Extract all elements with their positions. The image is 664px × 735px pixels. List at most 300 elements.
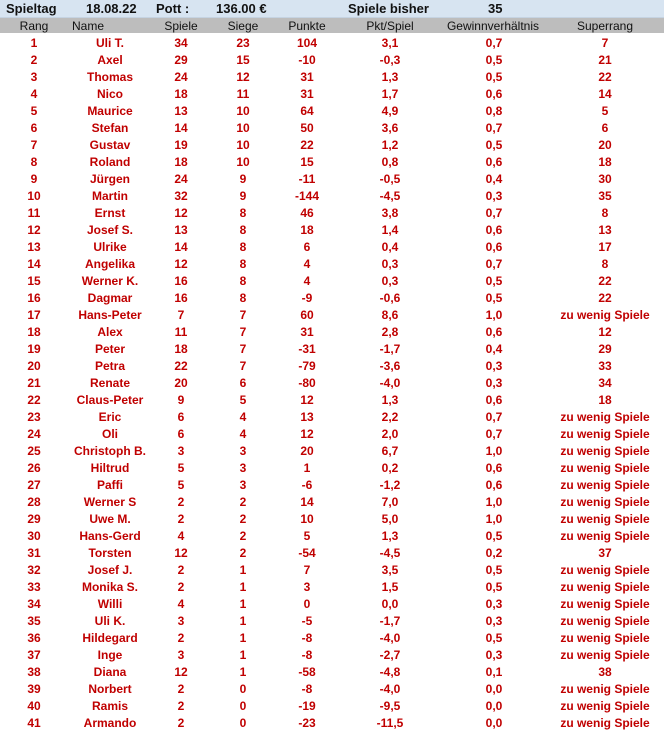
cell-name: Claus-Peter (76, 393, 144, 407)
cell-gewinnverhaeltnis: 0,3 (485, 648, 503, 662)
cell-siege: 1 (239, 597, 247, 611)
table-row (0, 255, 664, 272)
cell-pkt-spiel: 1,7 (381, 87, 399, 101)
cell-rang: 4 (30, 87, 38, 101)
pott-label: Pott : (156, 1, 190, 16)
cell-punkte: 1 (303, 461, 311, 475)
cell-punkte: -58 (298, 665, 316, 679)
cell-superrang: 17 (598, 240, 612, 254)
cell-siege: 1 (239, 665, 247, 679)
table-row (0, 612, 664, 629)
cell-gewinnverhaeltnis: 0,6 (485, 240, 503, 254)
cell-punkte: -10 (298, 53, 316, 67)
cell-pkt-spiel: -4,0 (379, 631, 401, 645)
cell-gewinnverhaeltnis: 0,6 (485, 393, 503, 407)
cell-superrang: 21 (598, 53, 612, 67)
cell-siege: 10 (236, 155, 250, 169)
cell-punkte: 14 (300, 495, 314, 509)
cell-spiele: 22 (174, 359, 188, 373)
cell-name: Paffi (96, 478, 123, 492)
cell-gewinnverhaeltnis: 0,3 (485, 597, 503, 611)
cell-gewinnverhaeltnis: 0,5 (485, 53, 503, 67)
cell-punkte: -80 (298, 376, 316, 390)
table-row (0, 425, 664, 442)
cell-name: Werner S (83, 495, 137, 509)
cell-pkt-spiel: -4,0 (379, 682, 401, 696)
cell-rang: 24 (27, 427, 41, 441)
cell-siege: 12 (236, 70, 250, 84)
cell-spiele: 12 (174, 257, 188, 271)
cell-siege: 8 (239, 274, 247, 288)
table-row (0, 85, 664, 102)
cell-pkt-spiel: -1,7 (379, 614, 401, 628)
cell-gewinnverhaeltnis: 0,6 (485, 87, 503, 101)
cell-rang: 11 (27, 206, 41, 220)
cell-superrang: 29 (598, 342, 612, 356)
cell-rang: 15 (27, 274, 41, 288)
header-pkt-spiel: Pkt/Spiel (366, 19, 414, 33)
cell-name: Uli K. (94, 614, 126, 628)
cell-spiele: 13 (174, 104, 188, 118)
cell-spiele: 24 (174, 70, 188, 84)
cell-name: Werner K. (81, 274, 139, 288)
cell-punkte: 13 (300, 410, 314, 424)
cell-siege: 1 (239, 614, 247, 628)
cell-superrang: 22 (598, 274, 612, 288)
cell-name: Petra (94, 359, 126, 373)
cell-siege: 1 (239, 580, 247, 594)
cell-name: Thomas (86, 70, 133, 84)
cell-pkt-spiel: 1,3 (381, 393, 399, 407)
table-row (0, 272, 664, 289)
cell-name: Angelika (84, 257, 135, 271)
cell-spiele: 2 (177, 631, 185, 645)
cell-siege: 1 (239, 648, 247, 662)
cell-name: Uli T. (95, 36, 124, 50)
cell-siege: 23 (236, 36, 250, 50)
cell-rang: 12 (27, 223, 41, 237)
cell-rang: 35 (27, 614, 41, 628)
cell-pkt-spiel: -0,6 (379, 291, 401, 305)
cell-gewinnverhaeltnis: 1,0 (485, 444, 503, 458)
cell-punkte: -9 (301, 291, 313, 305)
cell-rang: 19 (27, 342, 41, 356)
cell-pkt-spiel: -4,8 (379, 665, 401, 679)
cell-rang: 2 (30, 53, 38, 67)
cell-pkt-spiel: -3,6 (379, 359, 401, 373)
cell-name: Armando (83, 716, 137, 730)
cell-spiele: 24 (174, 172, 188, 186)
cell-gewinnverhaeltnis: 0,3 (485, 614, 503, 628)
cell-name: Oli (101, 427, 118, 441)
cell-superrang: 18 (598, 155, 612, 169)
cell-punkte: -79 (298, 359, 316, 373)
cell-spiele: 9 (177, 393, 185, 407)
cell-punkte: 22 (300, 138, 314, 152)
cell-siege: 2 (239, 529, 247, 543)
cell-spiele: 32 (174, 189, 188, 203)
cell-siege: 4 (239, 427, 247, 441)
table-row (0, 340, 664, 357)
cell-name: Hans-Peter (78, 308, 142, 322)
cell-spiele: 18 (174, 342, 188, 356)
cell-superrang: 22 (598, 291, 612, 305)
table-body (0, 34, 664, 731)
cell-punkte: -8 (301, 631, 313, 645)
cell-gewinnverhaeltnis: 0,6 (485, 223, 503, 237)
table-row (0, 391, 664, 408)
cell-name: Alex (97, 325, 123, 339)
cell-superrang: 6 (601, 121, 609, 135)
cell-rang: 10 (27, 189, 41, 203)
cell-spiele: 13 (174, 223, 188, 237)
cell-rang: 32 (27, 563, 41, 577)
cell-rang: 40 (27, 699, 41, 713)
header-punkte: Punkte (288, 19, 326, 33)
header-siege: Siege (227, 19, 259, 33)
cell-punkte: 31 (300, 325, 314, 339)
table-row (0, 102, 664, 119)
cell-spiele: 4 (177, 529, 185, 543)
cell-spiele: 6 (177, 410, 185, 424)
cell-pkt-spiel: 8,6 (381, 308, 399, 322)
cell-pkt-spiel: 3,5 (381, 563, 399, 577)
cell-pkt-spiel: 1,5 (381, 580, 399, 594)
cell-pkt-spiel: 7,0 (381, 495, 399, 509)
table-row (0, 578, 664, 595)
cell-gewinnverhaeltnis: 0,5 (485, 631, 503, 645)
cell-punkte: -144 (294, 189, 320, 203)
cell-gewinnverhaeltnis: 1,0 (485, 495, 503, 509)
cell-punkte: 104 (296, 36, 318, 50)
spieltag-label: Spieltag (6, 1, 57, 16)
table-row (0, 493, 664, 510)
cell-spiele: 3 (177, 614, 185, 628)
cell-siege: 0 (239, 699, 247, 713)
cell-name: Gustav (89, 138, 131, 152)
cell-siege: 1 (239, 631, 247, 645)
cell-gewinnverhaeltnis: 0,8 (485, 104, 503, 118)
cell-pkt-spiel: 4,9 (381, 104, 399, 118)
cell-siege: 8 (239, 257, 247, 271)
table-header (0, 18, 664, 33)
table-row (0, 68, 664, 85)
cell-gewinnverhaeltnis: 0,4 (485, 342, 503, 356)
cell-rang: 3 (30, 70, 38, 84)
cell-gewinnverhaeltnis: 0,7 (485, 410, 503, 424)
cell-pkt-spiel: -2,7 (379, 648, 401, 662)
cell-spiele: 12 (174, 665, 188, 679)
cell-siege: 1 (239, 563, 247, 577)
cell-rang: 21 (27, 376, 41, 390)
table-row (0, 136, 664, 153)
cell-spiele: 2 (177, 682, 185, 696)
cell-punkte: -6 (301, 478, 313, 492)
cell-name: Maurice (87, 104, 133, 118)
cell-pkt-spiel: -1,7 (379, 342, 401, 356)
table-row (0, 51, 664, 68)
cell-name: Uwe M. (89, 512, 131, 526)
cell-rang: 20 (27, 359, 41, 373)
cell-punkte: 18 (300, 223, 314, 237)
cell-name: Renate (89, 376, 130, 390)
cell-name: Hildegard (82, 631, 138, 645)
table-row (0, 544, 664, 561)
cell-name: Peter (94, 342, 126, 356)
cell-pkt-spiel: 0,0 (381, 597, 399, 611)
cell-superrang: zu wenig Spiele (560, 563, 650, 577)
cell-pkt-spiel: -11,5 (376, 716, 404, 730)
pott-value: 136.00 € (216, 1, 267, 16)
cell-siege: 10 (236, 121, 250, 135)
cell-spiele: 18 (174, 155, 188, 169)
cell-superrang: 37 (598, 546, 612, 560)
cell-name: Nico (96, 87, 123, 101)
cell-punkte: -8 (301, 682, 313, 696)
cell-punkte: 20 (300, 444, 314, 458)
cell-pkt-spiel: 3,1 (381, 36, 399, 50)
cell-siege: 4 (239, 410, 247, 424)
cell-punkte: 0 (303, 597, 311, 611)
cell-superrang: 5 (601, 104, 609, 118)
header-rang: Rang (19, 19, 49, 33)
cell-name: Ulrike (93, 240, 127, 254)
table-row (0, 238, 664, 255)
cell-punkte: 31 (300, 87, 314, 101)
cell-siege: 3 (239, 444, 247, 458)
cell-pkt-spiel: 3,8 (381, 206, 399, 220)
cell-pkt-spiel: -4,5 (379, 546, 401, 560)
cell-punkte: -5 (301, 614, 313, 628)
cell-name: Willi (97, 597, 123, 611)
cell-name: Stefan (91, 121, 129, 135)
table-row (0, 119, 664, 136)
cell-siege: 11 (236, 87, 250, 101)
table-row (0, 408, 664, 425)
cell-superrang: 12 (598, 325, 612, 339)
table-row (0, 629, 664, 646)
cell-pkt-spiel: 5,0 (381, 512, 399, 526)
cell-pkt-spiel: 1,4 (381, 223, 399, 237)
cell-superrang: 14 (598, 87, 612, 101)
cell-superrang: zu wenig Spiele (560, 648, 650, 662)
cell-siege: 8 (239, 206, 247, 220)
cell-rang: 16 (27, 291, 41, 305)
cell-siege: 3 (239, 461, 247, 475)
cell-punkte: 3 (303, 580, 311, 594)
cell-pkt-spiel: 0,4 (381, 240, 399, 254)
cell-name: Josef S. (86, 223, 134, 237)
cell-superrang: 18 (598, 393, 612, 407)
cell-superrang: zu wenig Spiele (560, 597, 650, 611)
cell-siege: 10 (236, 138, 250, 152)
table-row (0, 697, 664, 714)
cell-name: Dagmar (87, 291, 133, 305)
cell-rang: 13 (27, 240, 41, 254)
cell-siege: 0 (239, 716, 247, 730)
cell-superrang: 30 (598, 172, 612, 186)
table-row (0, 153, 664, 170)
cell-gewinnverhaeltnis: 0,0 (485, 699, 503, 713)
table-row (0, 170, 664, 187)
cell-superrang: zu wenig Spiele (560, 580, 650, 594)
cell-name: Martin (92, 189, 128, 203)
table-row (0, 442, 664, 459)
cell-gewinnverhaeltnis: 0,5 (485, 580, 503, 594)
cell-punkte: 4 (303, 257, 311, 271)
cell-superrang: 22 (598, 70, 612, 84)
table-row (0, 714, 664, 731)
cell-gewinnverhaeltnis: 0,4 (485, 172, 503, 186)
cell-name: Axel (97, 53, 123, 67)
cell-gewinnverhaeltnis: 0,7 (485, 121, 503, 135)
cell-pkt-spiel: -9,5 (379, 699, 401, 713)
cell-punkte: 50 (300, 121, 314, 135)
cell-superrang: zu wenig Spiele (560, 699, 650, 713)
cell-spiele: 11 (174, 325, 188, 339)
cell-pkt-spiel: 0,3 (381, 257, 399, 271)
cell-superrang: zu wenig Spiele (560, 495, 650, 509)
cell-rang: 27 (27, 478, 41, 492)
cell-gewinnverhaeltnis: 0,6 (485, 155, 503, 169)
cell-gewinnverhaeltnis: 0,3 (485, 189, 503, 203)
cell-siege: 3 (239, 478, 247, 492)
cell-spiele: 16 (174, 274, 188, 288)
cell-superrang: zu wenig Spiele (560, 410, 650, 424)
spiele-bisher-label: Spiele bisher (348, 1, 429, 16)
cell-punkte: 46 (300, 206, 314, 220)
cell-spiele: 2 (177, 716, 185, 730)
cell-gewinnverhaeltnis: 0,6 (485, 325, 503, 339)
cell-superrang: zu wenig Spiele (560, 427, 650, 441)
cell-punkte: -31 (298, 342, 316, 356)
cell-superrang: zu wenig Spiele (560, 512, 650, 526)
cell-rang: 34 (27, 597, 41, 611)
spieltag-date: 18.08.22 (86, 1, 137, 16)
cell-gewinnverhaeltnis: 0,5 (485, 138, 503, 152)
cell-siege: 7 (239, 359, 247, 373)
cell-punkte: 4 (303, 274, 311, 288)
cell-pkt-spiel: 1,2 (381, 138, 399, 152)
cell-punkte: 60 (300, 308, 314, 322)
cell-rang: 31 (27, 546, 41, 560)
cell-spiele: 2 (177, 512, 185, 526)
cell-superrang: 8 (601, 257, 609, 271)
cell-siege: 2 (239, 512, 247, 526)
cell-siege: 2 (239, 495, 247, 509)
table-row (0, 306, 664, 323)
cell-punkte: 12 (300, 393, 314, 407)
cell-spiele: 6 (177, 427, 185, 441)
cell-superrang: zu wenig Spiele (560, 478, 650, 492)
cell-superrang: 8 (601, 206, 609, 220)
cell-spiele: 5 (177, 461, 185, 475)
header-name: Name (71, 19, 104, 33)
cell-punkte: 10 (300, 512, 314, 526)
cell-spiele: 14 (174, 121, 188, 135)
cell-rang: 9 (30, 172, 38, 186)
cell-gewinnverhaeltnis: 1,0 (485, 512, 503, 526)
cell-spiele: 4 (177, 597, 185, 611)
cell-punkte: -11 (298, 172, 316, 186)
cell-rang: 38 (27, 665, 41, 679)
cell-rang: 6 (30, 121, 38, 135)
cell-name: Monika S. (81, 580, 138, 594)
cell-gewinnverhaeltnis: 0,6 (485, 478, 503, 492)
cell-siege: 6 (239, 376, 247, 390)
cell-rang: 36 (27, 631, 41, 645)
table-row (0, 561, 664, 578)
cell-superrang: 35 (598, 189, 612, 203)
cell-spiele: 18 (174, 87, 188, 101)
header-gewinnverhaeltnis: Gewinnverhältnis (446, 19, 540, 33)
cell-rang: 29 (27, 512, 41, 526)
cell-punkte: -8 (301, 648, 313, 662)
cell-pkt-spiel: 0,8 (381, 155, 399, 169)
cell-rang: 25 (27, 444, 41, 458)
cell-superrang: zu wenig Spiele (560, 461, 650, 475)
cell-rang: 30 (27, 529, 41, 543)
cell-punkte: 6 (303, 240, 311, 254)
cell-superrang: zu wenig Spiele (560, 308, 650, 322)
cell-rang: 1 (30, 36, 38, 50)
table-row (0, 374, 664, 391)
cell-rang: 14 (27, 257, 41, 271)
cell-superrang: zu wenig Spiele (560, 444, 650, 458)
table-row (0, 527, 664, 544)
cell-siege: 10 (236, 104, 250, 118)
cell-gewinnverhaeltnis: 0,3 (485, 376, 503, 390)
cell-gewinnverhaeltnis: 0,1 (485, 665, 503, 679)
cell-name: Diana (93, 665, 127, 679)
header-superrang: Superrang (576, 19, 634, 33)
cell-gewinnverhaeltnis: 0,5 (485, 70, 503, 84)
cell-superrang: 7 (601, 36, 609, 50)
cell-siege: 0 (239, 682, 247, 696)
cell-punkte: -23 (298, 716, 316, 730)
cell-siege: 7 (239, 342, 247, 356)
cell-spiele: 2 (177, 580, 185, 594)
cell-gewinnverhaeltnis: 0,0 (485, 682, 503, 696)
cell-punkte: 31 (300, 70, 314, 84)
table-row (0, 323, 664, 340)
cell-pkt-spiel: -0,5 (379, 172, 401, 186)
cell-spiele: 3 (177, 444, 185, 458)
cell-gewinnverhaeltnis: 0,7 (485, 36, 503, 50)
cell-pkt-spiel: 6,7 (381, 444, 399, 458)
cell-siege: 8 (239, 240, 247, 254)
cell-rang: 37 (27, 648, 41, 662)
cell-gewinnverhaeltnis: 0,5 (485, 563, 503, 577)
table-row (0, 680, 664, 697)
cell-name: Jürgen (89, 172, 130, 186)
cell-spiele: 34 (174, 36, 188, 50)
cell-pkt-spiel: 0,3 (381, 274, 399, 288)
table-row (0, 357, 664, 374)
cell-gewinnverhaeltnis: 0,3 (485, 359, 503, 373)
cell-punkte: 12 (300, 427, 314, 441)
cell-name: Roland (89, 155, 131, 169)
cell-superrang: 20 (598, 138, 612, 152)
cell-siege: 7 (239, 308, 247, 322)
table-row (0, 663, 664, 680)
cell-siege: 8 (239, 223, 247, 237)
cell-gewinnverhaeltnis: 0,0 (485, 716, 503, 730)
cell-rang: 26 (27, 461, 41, 475)
cell-gewinnverhaeltnis: 1,0 (485, 308, 503, 322)
cell-gewinnverhaeltnis: 0,7 (485, 257, 503, 271)
table-row (0, 187, 664, 204)
